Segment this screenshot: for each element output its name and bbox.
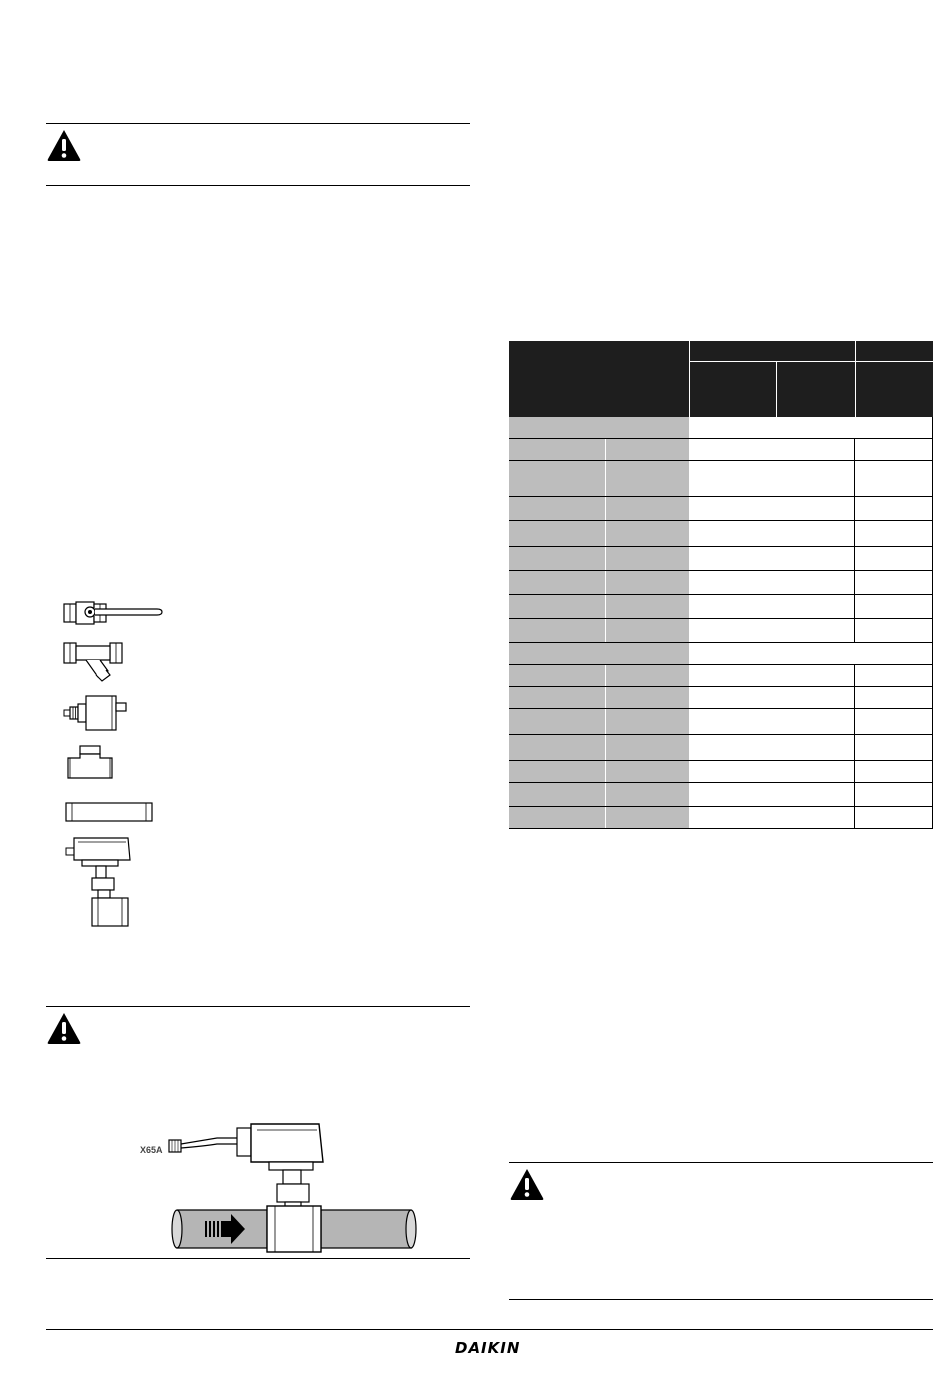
specification-table <box>509 341 933 829</box>
table-section-row <box>509 643 933 665</box>
table-header-cell <box>855 341 933 362</box>
table-row <box>509 571 933 595</box>
tee-fitting-icon <box>62 744 118 782</box>
warning-box-bottom-rule <box>46 1258 470 1259</box>
table-row <box>509 665 933 687</box>
warning-icon <box>509 1167 545 1201</box>
pipe-nipple-icon <box>64 801 154 823</box>
connector-label: X65A <box>140 1145 163 1155</box>
warning-box-bottom-rule <box>46 185 470 186</box>
table-header-cell <box>509 341 689 417</box>
table-section-row <box>509 417 933 439</box>
warning-box-top-rule <box>509 1162 933 1163</box>
ball-valve-icon <box>62 598 166 628</box>
table-header-cell <box>855 362 933 417</box>
warning-box-top-rule <box>46 123 470 124</box>
table-header-cell <box>776 362 855 417</box>
table-row <box>509 595 933 619</box>
strainer-icon <box>62 639 126 683</box>
table-row <box>509 687 933 709</box>
table-header-cell <box>689 362 776 417</box>
pressure-sensor-icon <box>62 693 130 733</box>
flow-switch-installation-illustration <box>165 1118 420 1254</box>
footer-rule <box>46 1329 933 1330</box>
table-row <box>509 439 933 461</box>
table-row <box>509 461 933 497</box>
brand-logo: DAIKIN <box>455 1339 521 1357</box>
table-row <box>509 521 933 547</box>
table-row <box>509 709 933 735</box>
table-row <box>509 735 933 761</box>
table-row <box>509 497 933 521</box>
warning-icon <box>46 1011 82 1045</box>
table-row <box>509 783 933 807</box>
table-row <box>509 761 933 783</box>
warning-box-top-rule <box>46 1006 470 1007</box>
table-row <box>509 547 933 571</box>
warning-box-bottom-rule <box>509 1299 933 1300</box>
flow-switch-icon <box>64 836 136 928</box>
warning-icon <box>46 128 82 162</box>
table-row <box>509 619 933 643</box>
table-header-cell <box>689 341 855 362</box>
table-row <box>509 807 933 829</box>
